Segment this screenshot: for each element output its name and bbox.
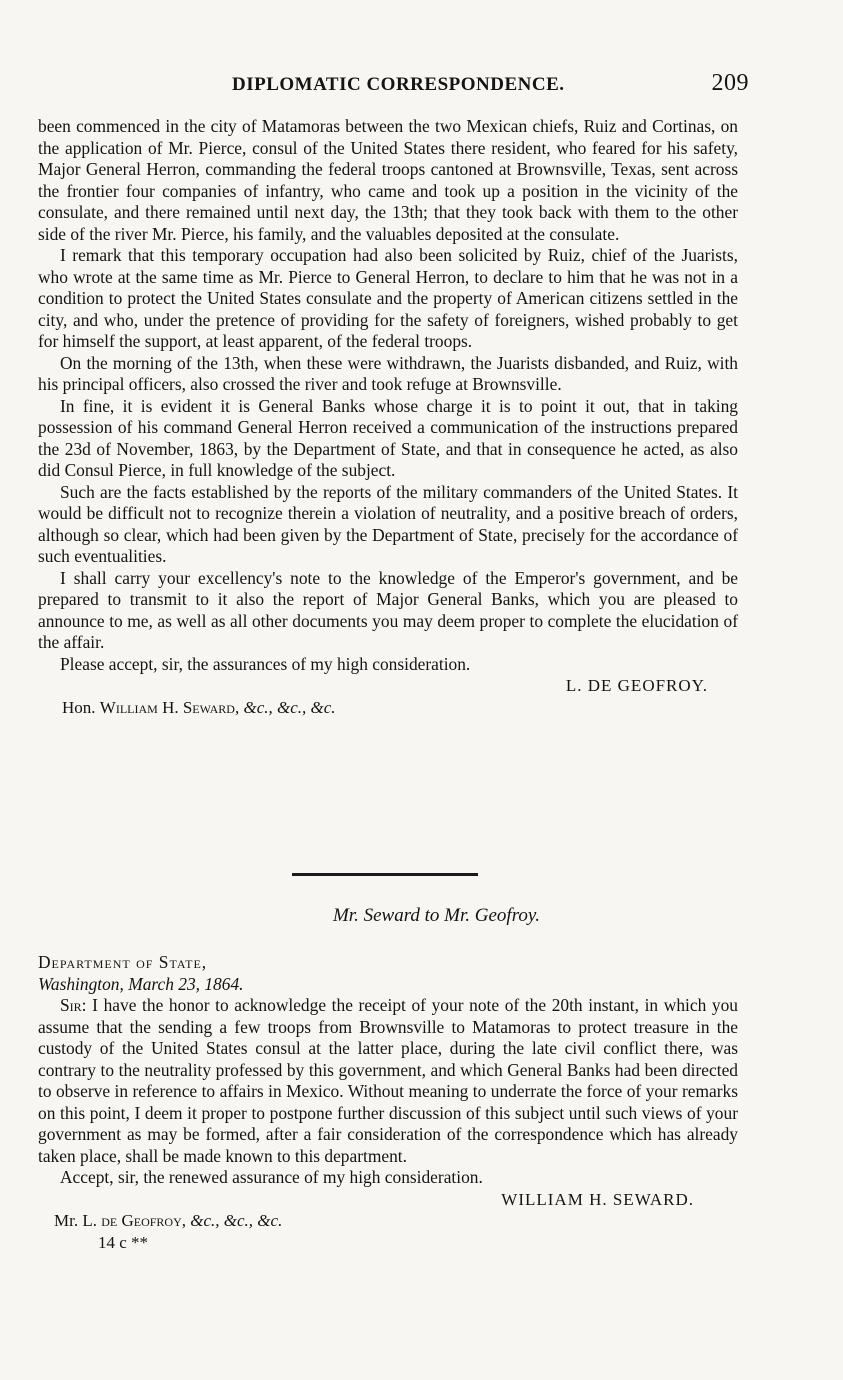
- addressee-name: William H. Seward,: [99, 697, 240, 717]
- dateline: [38, 974, 738, 996]
- department-line: [38, 952, 738, 974]
- printer-signature-mark: 14 c **: [98, 1232, 149, 1252]
- addressee-line-2: [54, 1210, 738, 1232]
- page-number: 209: [711, 70, 749, 96]
- paragraph: been commenced in the city of Matamoras between the two Mexican chiefs, Ruiz and Cortinas, on the application of Mr. Pierce, consul of the United States there resident, who feared for his safety, Major General Herron, commanding the federal troops cantoned at Brownsville, Texas, sent across the frontier four companies of infantry, who came and took up a position in the vicinity of the consulate, and there remained until next day, the 13th; that they took back with them to the other side of the river Mr. Pierce, his family, and the valuables deposited at the consulate.: [38, 116, 738, 244]
- place: Washington,: [38, 973, 124, 994]
- salutation: Sir:: [60, 995, 87, 1015]
- department-name: Department of State,: [38, 952, 208, 972]
- paragraph: Such are the facts established by the reports of the military commanders of the United States. It would be difficult not to recognize therein a violation of neutrality, and a positive breach of orders, although so clear, which had been given by the Department of State, precisely for the accordance of such eventualities.: [38, 481, 738, 566]
- closing: Accept, sir, the renewed assurance of my high consideration.: [60, 1167, 483, 1187]
- addressee-mr: Mr. L.: [54, 1211, 97, 1230]
- paragraph: I shall carry your excellency's note to the knowledge of the Emperor's government, and be prepared to transmit to it also the report of Major General Banks, which you are pleased to announce to me, as well as all other documents you may deem proper to complete the elucidation of the affair.: [38, 567, 738, 652]
- letter-seward-body: [38, 952, 738, 1253]
- addressee-name-2: de Geofroy,: [101, 1211, 187, 1230]
- date: March 23, 1864.: [128, 973, 244, 994]
- addressee-etc-2: &c., &c., &c.: [190, 1211, 283, 1230]
- section-divider: [292, 873, 478, 876]
- signature-seward: WILLIAM H. SEWARD.: [501, 1189, 694, 1209]
- addressee-etc: &c., &c., &c.: [243, 697, 336, 717]
- paragraph: In fine, it is evident it is General Banks whose charge it is to point it out, that in taking possession of his command General Herron received a communication of the instructions prepared the 23d of November, 1863, by the Department of State, and that in consequence he acted, as also did Consul Pierce, in full knowledge of the subject.: [38, 395, 738, 480]
- letter-body-paragraph: [38, 995, 738, 1167]
- addressee-line: [62, 697, 738, 719]
- addressee-hon: Hon.: [62, 697, 96, 717]
- signature-geofroy: L. DE GEOFROY.: [565, 676, 708, 695]
- paragraph: On the morning of the 13th, when these were withdrawn, the Juarists disbanded, and Ruiz, with his principal officers, also crossed the river and took refuge at Brownsville.: [38, 352, 738, 394]
- letter-heading: Mr. Seward to Mr. Geofroy.: [332, 905, 541, 926]
- paragraph: Please accept, sir, the assurances of my high consideration.: [60, 653, 471, 674]
- header-title: DIPLOMATIC CORRESPONDENCE.: [232, 74, 565, 95]
- letter-body-text: I have the honor to acknowledge the receipt of your note of the 20th instant, in which you assume that the sending a few troops from Brownsville to Matamoras to protect treasure in the custody of the United States consul at the latter place, during the late civil conflict there, was contrary to the neutrality professed by this government, and which General Banks had been directed to observe in reference to affairs in Mexico. Without meaning to underrate the force of your remarks on this point, I deem it proper to postpone further discussion of this subject until such views of your government as may be formed, after a fair consideration of the correspondence which has already taken place, shall be made known to this department.: [38, 995, 738, 1166]
- paragraph: I remark that this temporary occupation had also been solicited by Ruiz, chief of the Juarists, who wrote at the same time as Mr. Pierce to General Herron, to declare to him that he was not in a condition to protect the United States consulate and the property of American citizens settled in the city, and who, under the pretence of providing for the safety of foreigners, wished probably to get for himself the support, at least apparent, of the federal troops.: [38, 245, 738, 351]
- letter-geofroy-body: [38, 116, 738, 718]
